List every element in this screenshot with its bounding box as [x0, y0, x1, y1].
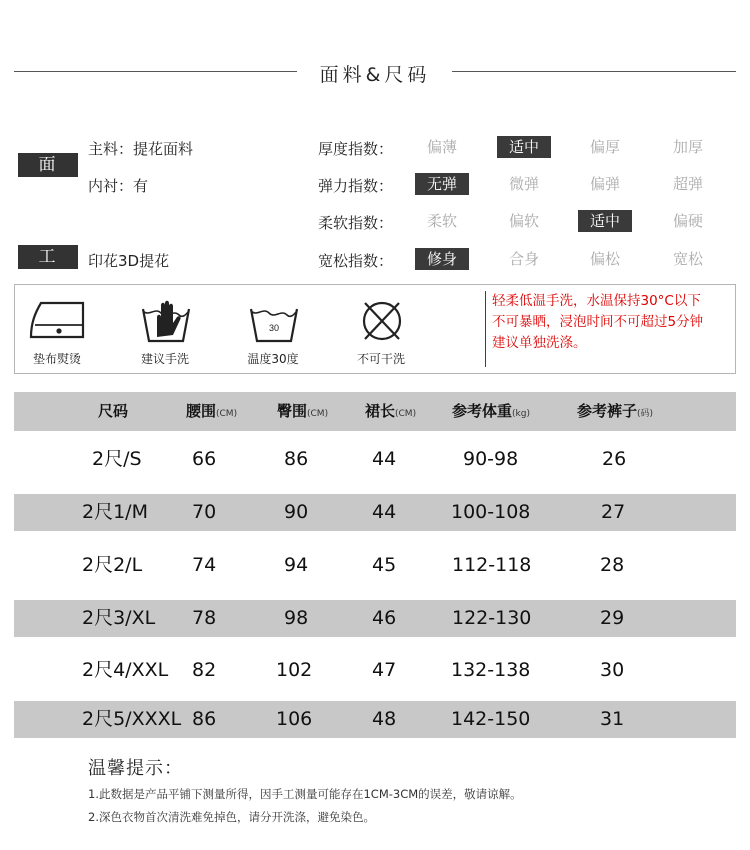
- care-label: 垫布熨烫: [32, 352, 81, 366]
- index-option: 加厚: [672, 138, 703, 156]
- table-cell-weight: 122-130: [452, 607, 532, 629]
- table-cell-weight: 142-150: [451, 708, 531, 730]
- column-header-waist: 腰围(CM): [186, 402, 238, 420]
- table-cell-pants: 26: [602, 448, 627, 470]
- iron-icon: [27, 297, 89, 343]
- index-label: 弹力指数：: [318, 177, 394, 195]
- craft-tag: 工艺: [18, 245, 78, 269]
- index-option-selected: 适中: [578, 210, 632, 232]
- table-cell-pants: 27: [601, 501, 626, 523]
- care-note-line: 不可暴晒，浸泡时间不可超过5分钟: [492, 314, 704, 330]
- table-cell-hip: 94: [284, 554, 309, 576]
- care-item-hand-wash: [125, 297, 205, 367]
- table-cell-size: 2尺4/XXL: [82, 659, 169, 681]
- table-cell-length: 46: [372, 607, 397, 629]
- column-header-size: 尺码: [98, 402, 129, 420]
- table-cell-waist: 74: [192, 554, 217, 576]
- table-cell-size: 2尺3/XL: [82, 607, 156, 629]
- care-instructions-box: [14, 284, 736, 374]
- table-row: [14, 701, 736, 738]
- table-row: [14, 547, 736, 584]
- index-option: 超弹: [672, 175, 703, 193]
- index-option: 宽松: [672, 250, 703, 268]
- index-option: 偏软: [508, 212, 539, 230]
- index-option: 偏厚: [589, 138, 620, 156]
- table-cell-size: 2尺5/XXXL: [82, 708, 182, 730]
- care-label: 建议手洗: [140, 352, 189, 366]
- title-divider-left: [14, 71, 297, 72]
- index-label: 柔软指数：: [318, 214, 394, 232]
- table-cell-hip: 90: [284, 501, 309, 523]
- tip-item: 2.深色衣物首次清洗难免掉色，请分开洗涤，避免染色。: [88, 810, 375, 824]
- table-cell-size: 2尺1/M: [82, 501, 148, 523]
- table-row: [14, 441, 736, 478]
- page-title: 面料&尺码: [319, 64, 431, 86]
- table-cell-waist: 82: [192, 659, 217, 681]
- index-option: 偏薄: [426, 138, 457, 156]
- index-label: 宽松指数：: [318, 252, 394, 270]
- table-cell-waist: 70: [192, 501, 217, 523]
- index-option: 柔软: [426, 212, 457, 230]
- index-option: 微弹: [508, 175, 539, 193]
- table-cell-pants: 30: [600, 659, 625, 681]
- table-cell-length: 48: [372, 708, 397, 730]
- table-cell-pants: 28: [600, 554, 625, 576]
- table-cell-pants: 31: [600, 708, 625, 730]
- table-cell-length: 45: [372, 554, 397, 576]
- tip-item: 1.此数据是产品平铺下测量所得，因手工测量可能存在1CM-3CM的误差，敬请谅解。: [88, 787, 522, 801]
- column-header-hip: 臀围(CM): [277, 402, 329, 420]
- wash-temp-icon: [243, 297, 305, 345]
- table-cell-length: 44: [372, 448, 397, 470]
- care-item-no-dry-clean: [341, 297, 421, 367]
- index-option: 偏弹: [589, 175, 620, 193]
- lining-text: 内衬：有: [88, 177, 149, 195]
- index-label: 厚度指数：: [318, 140, 394, 158]
- title-divider-right: [452, 71, 736, 72]
- care-item-wash-temp: [233, 297, 313, 367]
- table-cell-size: 2尺2/L: [82, 554, 143, 576]
- fabric-tag: 面料: [18, 153, 78, 177]
- table-row: [14, 494, 736, 531]
- index-option-selected: 适中: [497, 136, 551, 158]
- main-fabric-text: 主料：提花面料: [88, 140, 194, 158]
- column-header-weight: 参考体重(kg): [452, 402, 530, 420]
- table-cell-hip: 106: [276, 708, 313, 730]
- table-row: [14, 600, 736, 637]
- table-cell-weight: 90-98: [463, 448, 519, 470]
- care-note-line: 建议单独洗涤。: [492, 335, 587, 351]
- table-row: [14, 652, 736, 689]
- care-item-iron: [17, 297, 97, 367]
- table-cell-hip: 98: [284, 607, 309, 629]
- no-dry-clean-icon: [351, 297, 413, 345]
- index-option: 偏松: [589, 250, 620, 268]
- index-option-selected: 修身: [415, 248, 469, 270]
- index-option: 合身: [508, 250, 539, 268]
- care-label: 温度30度: [247, 352, 299, 366]
- table-cell-size: 2尺/S: [92, 448, 142, 470]
- table-cell-weight: 132-138: [451, 659, 531, 681]
- care-note-line: 轻柔低温手洗，水温保持30°C以下: [492, 293, 701, 309]
- index-option-selected: 无弹: [415, 173, 469, 195]
- table-cell-hip: 102: [276, 659, 313, 681]
- care-note: [485, 291, 735, 367]
- table-cell-weight: 112-118: [452, 554, 532, 576]
- table-cell-waist: 78: [192, 607, 217, 629]
- table-cell-waist: 66: [192, 448, 217, 470]
- index-option: 偏硬: [672, 212, 703, 230]
- size-table-header: [14, 392, 736, 431]
- table-cell-weight: 100-108: [451, 501, 531, 523]
- table-cell-length: 47: [372, 659, 397, 681]
- craft-text: 印花3D提花: [88, 252, 170, 270]
- care-label: 不可干洗: [356, 352, 405, 366]
- column-header-length: 裙长(CM): [365, 402, 417, 420]
- table-cell-pants: 29: [600, 607, 625, 629]
- table-cell-waist: 86: [192, 708, 217, 730]
- column-header-pants: 参考裤子(码): [577, 402, 654, 420]
- table-cell-length: 44: [372, 501, 397, 523]
- svg-text:30: 30: [268, 323, 280, 333]
- tips-title: 温馨提示：: [88, 758, 183, 779]
- hand-wash-icon: [135, 297, 197, 345]
- table-cell-hip: 86: [284, 448, 309, 470]
